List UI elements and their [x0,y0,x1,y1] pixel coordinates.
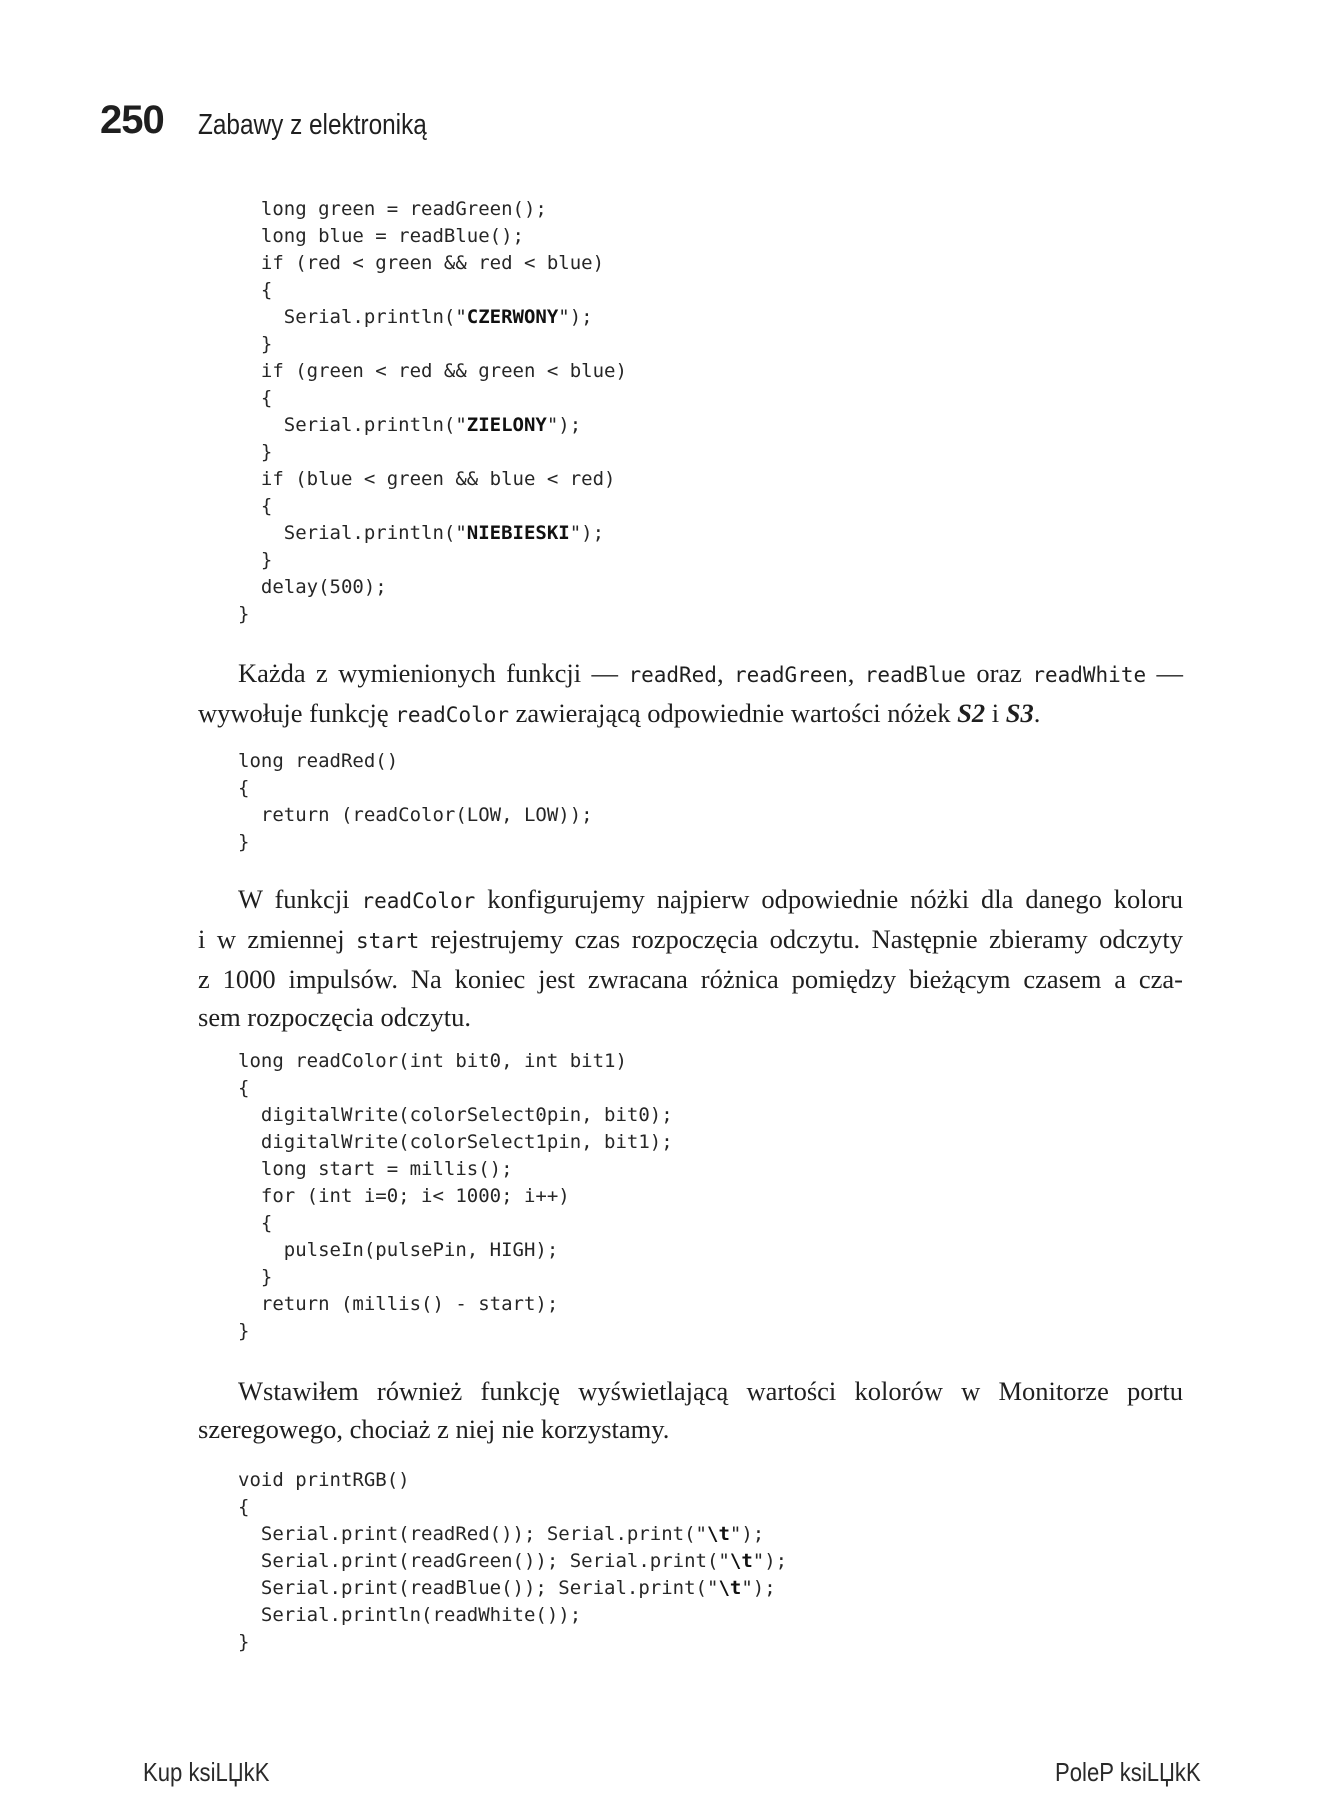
paragraph-print-rgb [198,1372,1183,1448]
paragraph-line: Wstawiłem również funkcję wyświetlającą wartości kolorów w Monitorze portu [238,1376,1183,1406]
code-line: { [238,1496,250,1518]
code-line: digitalWrite(colorSelect1pin, bit1); [238,1131,673,1153]
code-line: Serial.print(readRed()); Serial.print("\t"); [238,1523,765,1545]
code-line: { [238,387,273,409]
code-line: } [238,333,273,355]
code-line: digitalWrite(colorSelect0pin, bit0); [238,1104,673,1126]
code-line: { [238,1077,250,1099]
paragraph-read-functions [198,654,1183,734]
code-line: for (int i=0; i< 1000; i++) [238,1185,570,1207]
code-line: if (green < red && green < blue) [238,360,627,382]
code-line: } [238,1320,250,1342]
inline-code: readColor [395,703,510,727]
inline-code: readColor [361,889,476,913]
code-line: return (readColor(LOW, LOW)); [238,804,593,826]
code-block-print-rgb [238,1467,787,1656]
code-line: Serial.print(readGreen()); Serial.print("\t"); [238,1550,788,1572]
pin-label-s3: S3 [1005,698,1034,728]
chapter-title: Zabawy z elektroniką [198,109,427,141]
code-block-read-red [238,748,593,856]
code-line: { [238,1212,273,1234]
code-line: } [238,1631,250,1653]
code-line: Serial.println("ZIELONY"); [238,414,582,436]
inline-code: readGreen [733,663,848,687]
buy-book-link[interactable]: Kup ksiLЏkK [143,1757,270,1787]
code-line: pulseIn(pulsePin, HIGH); [238,1239,559,1261]
code-line: return (millis() - start); [238,1293,559,1315]
code-line: long blue = readBlue(); [238,225,524,247]
code-line: } [238,441,273,463]
paragraph-line: sem rozpoczęcia odczytu. [198,1002,471,1032]
code-line: Serial.println("CZERWONY"); [238,306,593,328]
paragraph-line: wywołuje funkcję readColor zawierającą odpowiednie wartości nóżek S2 i S3. [198,698,1041,728]
paragraph-line: z 1000 impulsów. Na koniec jest zwracana różnica pomiędzy bieżącym czasem a cza- [198,964,1183,994]
code-line: if (blue < green && blue < red) [238,468,616,490]
code-line: { [238,777,250,799]
code-line: long green = readGreen(); [238,198,547,220]
code-line: } [238,603,250,625]
pin-label-s2: S2 [957,698,986,728]
code-line: Serial.println("NIEBIESKI"); [238,522,605,544]
code-line: void printRGB() [238,1469,410,1491]
paragraph-read-color [198,880,1183,1036]
inline-code: readWhite [1032,663,1147,687]
code-line: { [238,495,273,517]
paragraph-line: Każda z wymienionych funkcji — readRed, readGreen, readBlue oraz readWhite — [238,658,1183,688]
code-block-color-detection [238,196,627,628]
inline-code: readRed [628,663,717,687]
code-line: delay(500); [238,576,387,598]
paragraph-line: i w zmiennej start rejestrujemy czas rozpoczęcia odczytu. Następnie zbieramy odczyty [198,924,1183,954]
code-block-read-color [238,1048,673,1345]
paragraph-line: W funkcji readColor konfigurujemy najpierw odpowiednie nóżki dla danego koloru [238,884,1183,914]
page-header [100,95,1200,155]
recommend-book-link[interactable]: PoleP ksiLЏkK [1055,1757,1201,1787]
code-line: } [238,549,273,571]
code-line: if (red < green && red < blue) [238,252,605,274]
code-line: long readColor(int bit0, int bit1) [238,1050,627,1072]
code-line: { [238,279,273,301]
code-line: Serial.println(readWhite()); [238,1604,582,1626]
code-line: } [238,831,250,853]
code-line: long readRed() [238,750,399,772]
inline-code: readBlue [864,663,966,687]
paragraph-line: szeregowego, chociaż z niej nie korzystamy. [198,1414,670,1444]
page-number: 250 [100,98,164,142]
code-line: } [238,1266,273,1288]
inline-code: start [356,929,420,953]
code-line: long start = millis(); [238,1158,513,1180]
code-line: Serial.print(readBlue()); Serial.print("\t"); [238,1577,776,1599]
